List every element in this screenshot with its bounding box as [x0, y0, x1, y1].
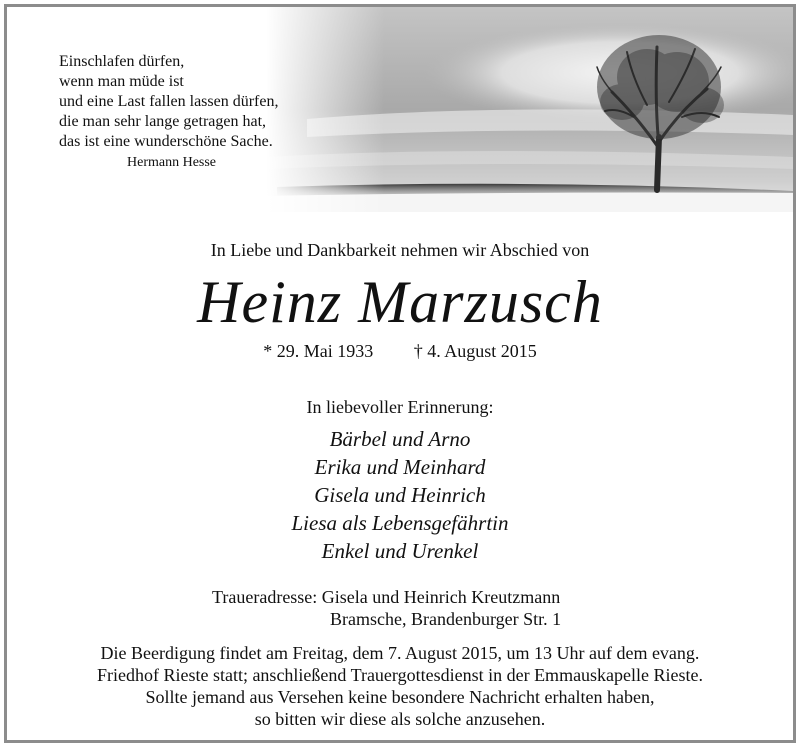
- mourner-name: Liesa als Lebensgefährtin: [291, 511, 509, 535]
- birth-date: * 29. Mai 1933: [263, 341, 374, 361]
- death-date: † 4. August 2015: [413, 341, 537, 361]
- funeral-line: Die Beerdigung findet am Freitag, dem 7. August 2015, um 13 Uhr auf dem evang.: [100, 643, 700, 663]
- mourner-name: Erika und Meinhard: [314, 455, 486, 479]
- life-dates: [7, 340, 793, 362]
- poem-block: [59, 52, 379, 173]
- mourner-name: Gisela und Heinrich: [314, 483, 486, 507]
- funeral-line: Sollte jemand aus Versehen keine besondere Nachricht erhalten haben,: [145, 687, 655, 707]
- memory-heading: In liebevoller Erinnerung:: [306, 397, 494, 417]
- mourning-address: [212, 586, 632, 630]
- intro-text: In Liebe und Dankbarkeit nehmen wir Abschied von: [210, 240, 590, 260]
- mourner-name: Enkel und Urenkel: [321, 539, 479, 563]
- funeral-notice: [7, 642, 793, 730]
- poem-line: wenn man müde ist: [59, 73, 184, 90]
- address-line: Traueradresse: Gisela und Heinrich Kreutzmann: [212, 587, 561, 607]
- mourners-list: [7, 425, 793, 565]
- poem-author: Hermann Hesse: [127, 155, 217, 170]
- funeral-line: Friedhof Rieste statt; anschließend Trauergottesdienst in der Emmauskapelle Rieste.: [96, 665, 704, 685]
- obituary-card: [4, 4, 796, 743]
- mourner-name: Bärbel und Arno: [329, 427, 471, 451]
- funeral-line: so bitten wir diese als solche anzusehen.: [254, 709, 546, 729]
- address-line: Bramsche, Brandenburger Str. 1: [330, 609, 562, 629]
- poem-line: Einschlafen dürfen,: [59, 53, 185, 70]
- deceased-name: Heinz Marzusch: [197, 269, 603, 335]
- poem-line: die man sehr lange getragen hat,: [59, 113, 267, 130]
- poem-line: das ist eine wunderschöne Sache.: [59, 133, 273, 150]
- poem-line: und eine Last fallen lassen dürfen,: [59, 93, 279, 110]
